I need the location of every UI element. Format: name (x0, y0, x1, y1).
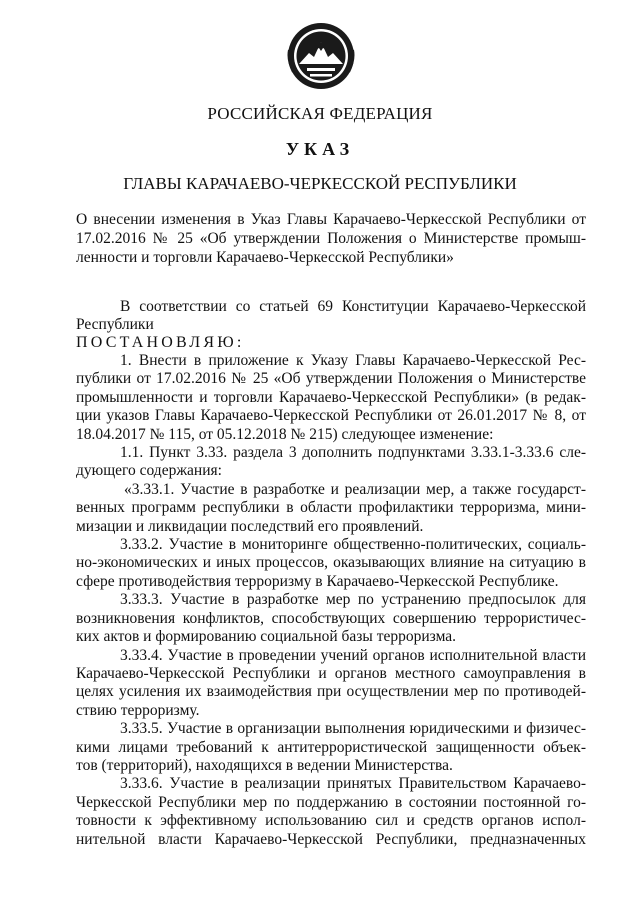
body-line: дующего содержания: (76, 462, 222, 480)
preamble-line: Республики (76, 316, 154, 334)
subject-line: ленности и торговли Карачаево-Черкесской Республики» (76, 249, 454, 266)
preamble-line: В соответствии со статьей 69 Конституции Карачаево-Черкесской (120, 298, 586, 315)
decree-body (76, 352, 586, 849)
body-line: 3.33.3. Участие в разработке мер по устранению предпосылок для (120, 591, 586, 609)
body-line: 3.33.5. Участие в организации выполнения юридическими и физичес- (120, 720, 586, 738)
body-line: промышленности и торговли Карачаево-Черкесской Республики» (в редак- (76, 388, 586, 406)
decree-subject (76, 210, 586, 267)
body-line: публики от 17.02.2016 № 25 «Об утверждении Положения о Министерстве (76, 370, 586, 388)
body-line: товности к эффективному использованию сил и средств органов испол- (76, 812, 586, 830)
body-line: ствию терроризму. (76, 701, 200, 719)
document-type-heading: УКАЗ (285, 139, 355, 159)
subject-line: О внесении изменения в Указ Главы Карачаево-Черкесской Республики от (76, 211, 586, 228)
body-line: возникновения конфликтов, способствующих совершению террористичес- (76, 609, 586, 627)
issuer-heading: ГЛАВЫ КАРАЧАЕВО-ЧЕРКЕССКОЙ РЕСПУБЛИКИ (123, 174, 517, 193)
body-line: 1.1. Пункт 3.33. раздела 3 дополнить подпунктами 3.33.1-3.33.6 сле- (120, 444, 586, 462)
body-line: Черкесской Республики мер по поддержанию в состоянии постоянной го- (76, 793, 586, 811)
body-line: но-экономических и иных процессов, оказывающих влияние на ситуацию в (76, 554, 586, 572)
body-line: венных программ республики в области профилактики терроризма, мини- (76, 499, 586, 517)
body-line: кими лицами требований к антитеррористической защищенности объек- (76, 738, 586, 756)
body-line: Карачаево-Черкесской Республики и органов местного самоуправления в (76, 664, 586, 682)
coat-of-arms-emblem (287, 20, 355, 92)
decree-verb: ПОСТАНОВЛЯЮ: (76, 334, 245, 351)
body-line: 1. Внести в приложение к Указу Главы Карачаево-Черкесской Рес- (120, 352, 586, 369)
body-line: тов (территорий), находящихся в ведении Министерства. (76, 756, 453, 774)
body-line: нительной власти Карачаево-Черкесской Республики, предназначенных (76, 830, 586, 848)
body-line: 3.33.2. Участие в мониторинге общественно-политических, социаль- (120, 536, 586, 554)
body-line: 18.04.2017 № 115, от 05.12.2018 № 215) следующее изменение: (76, 425, 494, 443)
body-line: 3.33.4. Участие в проведении учений органов исполнительной власти (120, 646, 586, 664)
body-line: ции указов Главы Карачаево-Черкесской Республики от 26.01.2017 № 8, от (76, 407, 586, 425)
body-line: 3.33.6. Участие в реализации принятых Правительством Карачаево- (120, 775, 586, 793)
preamble (76, 298, 586, 335)
country-heading: РОССИЙСКАЯ ФЕДЕРАЦИЯ (207, 104, 433, 123)
body-line: мизации и ликвидации последствий его проявлений. (76, 517, 424, 535)
body-line: целях усиления их взаимодействия при осуществлении мер по противодей- (76, 683, 586, 701)
body-line: сфере противодействия терроризму в Карачаево-Черкесской Республике. (76, 572, 559, 590)
body-line: ких актов и формированию социальной базы терроризма. (76, 628, 457, 646)
subject-line: 17.02.2016 № 25 «Об утверждении Положения о Министерстве промыш- (76, 230, 586, 247)
body-line: «3.33.1. Участие в разработке и реализации мер, а также государст- (124, 480, 586, 498)
